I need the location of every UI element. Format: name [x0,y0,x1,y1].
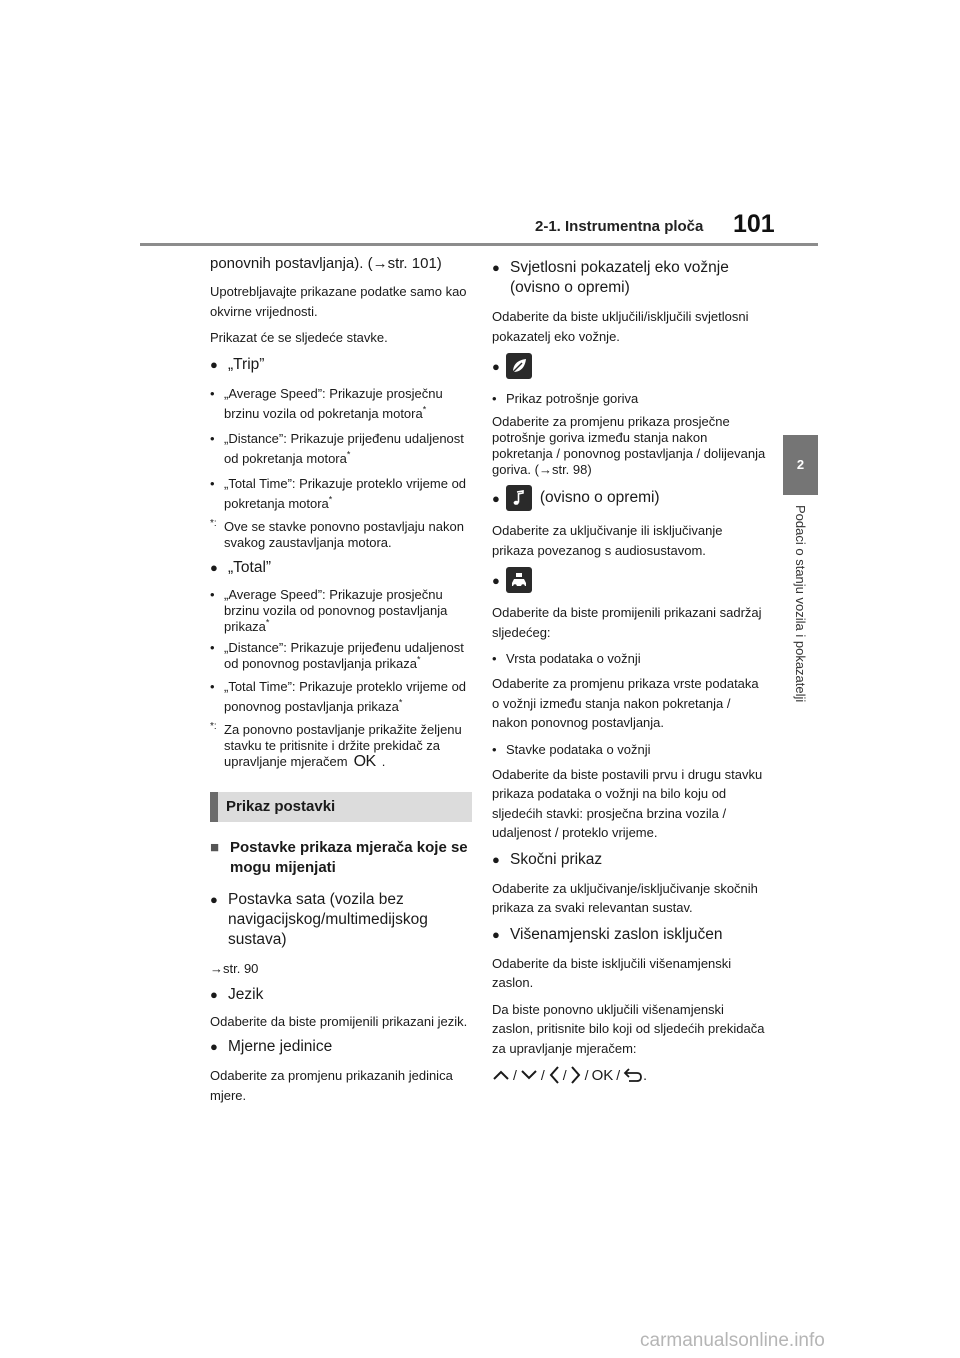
units-heading: ● Mjerne jedinice [210,1037,472,1057]
ok-button-icon: OK [591,1066,614,1084]
trip-item-average-speed: • „Average Speed”: Prikazuje prosječnu brzinu vozila od pokretanja motora* [210,385,443,421]
units-text: Odaberite za promjenu prikazanih jedinica mjere. [210,1068,453,1103]
left-column [210,254,472,1112]
chapter-tab: 2 [783,435,818,495]
trip-footnote: *: Ove se stavke ponovno postavljaju nakon svakog zaustavljanja motora. [210,517,464,550]
chevron-up-icon [492,1069,510,1081]
car-icon [506,567,532,593]
chapter-title: Podaci o stanju vozila i pokazatelji [793,505,808,703]
chevron-right-icon [570,1065,582,1085]
audio-icon-row: ● (ovisno o opremi) [492,485,767,511]
mfd-off-text-2: Da biste ponovno uključili višenamjenski zaslon, pritisnite bilo koji od sljedećih prekidača za upravljanje mjeračem: [492,1001,765,1056]
language-text: Odaberite da biste promijenili prikazani jezik. [210,1014,468,1029]
language-heading: ● Jezik [210,985,472,1005]
intro-paragraph-1: Upotrebljavajte prikazane podatke samo kao okvirne vrijednosti. [210,284,467,319]
leaf-icon [506,353,532,379]
audio-label: (ovisno o opremi) [539,489,660,506]
total-item-average-speed: • „Average Speed”: Prikazuje prosječnu brzinu vozila od ponovnog postavljanja prikaza* [210,586,448,634]
audio-text: Odaberite za uključivanje ili isključivanje prikaza povezanog s audiosustavom. [492,523,723,558]
ok-button-icon: OK [353,752,376,770]
drive-info-sub-1: • Vrsta podataka o vožnji [492,651,641,666]
music-note-icon [506,485,532,511]
page-number: 101 [733,210,775,238]
back-arrow-icon [623,1067,643,1083]
eco-text: Odaberite da biste uključili/isključili svjetlosni pokazatelj eko vožnje. [492,309,749,344]
section-title: 2-1. Instrumentna ploča [535,218,704,235]
settings-section-title: Prikaz postavki [210,792,472,822]
intro-line: ponovnih postavljanja). (→str. 101) [210,255,442,272]
mfd-off-heading: ● Višenamjenski zaslon isključen [492,925,767,945]
drive-info-text: Odaberite da biste promijenili prikazani sadržaj sljedećeg: [492,605,762,640]
popup-text: Odaberite za uključivanje/isključivanje skočnih prikaza za svaki relevantan sustav. [492,880,758,915]
total-footnote: *: Za ponovno postavljanje prikažite željenu stavku te pritisnite i držite prekidač za upravljanje mjeračem OK . [210,720,462,770]
chevron-left-icon [548,1065,560,1085]
clock-reference: →str. 90 [210,960,259,976]
header-divider [140,243,818,246]
settings-heading: ■ Postavke prikaza mjerača koje se mogu mijenjati [210,838,468,876]
eco-heading: ● Svjetlosni pokazatelj eko vožnje (ovisno o opremi) [492,258,767,298]
total-item-total-time: • „Total Time”: Prikazuje proteklo vrijeme od ponovnog postavljanja prikaza* [210,678,467,714]
meter-switch-list: / / / / OK / . [492,1065,767,1085]
clock-heading: ● Postavka sata (vozila bez navigacijskog/multimedijskog sustava) [210,890,472,950]
total-item-distance: • „Distance”: Prikazuje prijeđenu udaljenost od ponovnog postavljanja prikaza* [210,639,464,671]
drive-info-sub-2: • Stavke podataka o vožnji [492,741,651,757]
fuel-icon-row: ● [492,353,767,379]
fuel-sub-heading: • Prikaz potrošnje goriva [492,391,639,406]
chevron-down-icon [520,1069,538,1081]
trip-heading: ● „Trip” [210,355,472,375]
trip-item-total-time: • „Total Time”: Prikazuje proteklo vrijeme od pokretanja motora* [210,475,467,511]
drive-info-icon-row: ● [492,567,767,593]
intro-paragraph-2: Prikazat će se sljedeće stavke. [210,330,388,345]
drive-info-sub-2-text: Odaberite da biste postavili prvu i drugu stavku prikaza podataka o vožnji na bilo koju od sljedećih stavki: prosječna brzina vozila / udaljenost / proteklo vrijeme. [492,766,763,840]
total-heading: ● „Total” [210,558,472,578]
watermark: carmanualsonline.info [640,1330,825,1351]
mfd-off-text: Odaberite da biste isključili višenamjenski zaslon. [492,955,732,990]
trip-item-distance: • „Distance”: Prikazuje prijeđenu udaljenost od pokretanja motora* [210,430,464,466]
popup-heading: ● Skočni prikaz [492,850,767,870]
right-column [492,254,767,1085]
fuel-text: Odaberite za promjenu prikaza prosječne potrošnje goriva između stanja nakon pokretanja / ponovnog postavljanja / dolijevanja goriva. (→str. 98) [492,414,766,477]
drive-info-sub-1-text: Odaberite za promjenu prikaza vrste podataka o vožnji između stanja nakon pokretanja / nakon ponovnog postavljanja. [492,676,759,730]
